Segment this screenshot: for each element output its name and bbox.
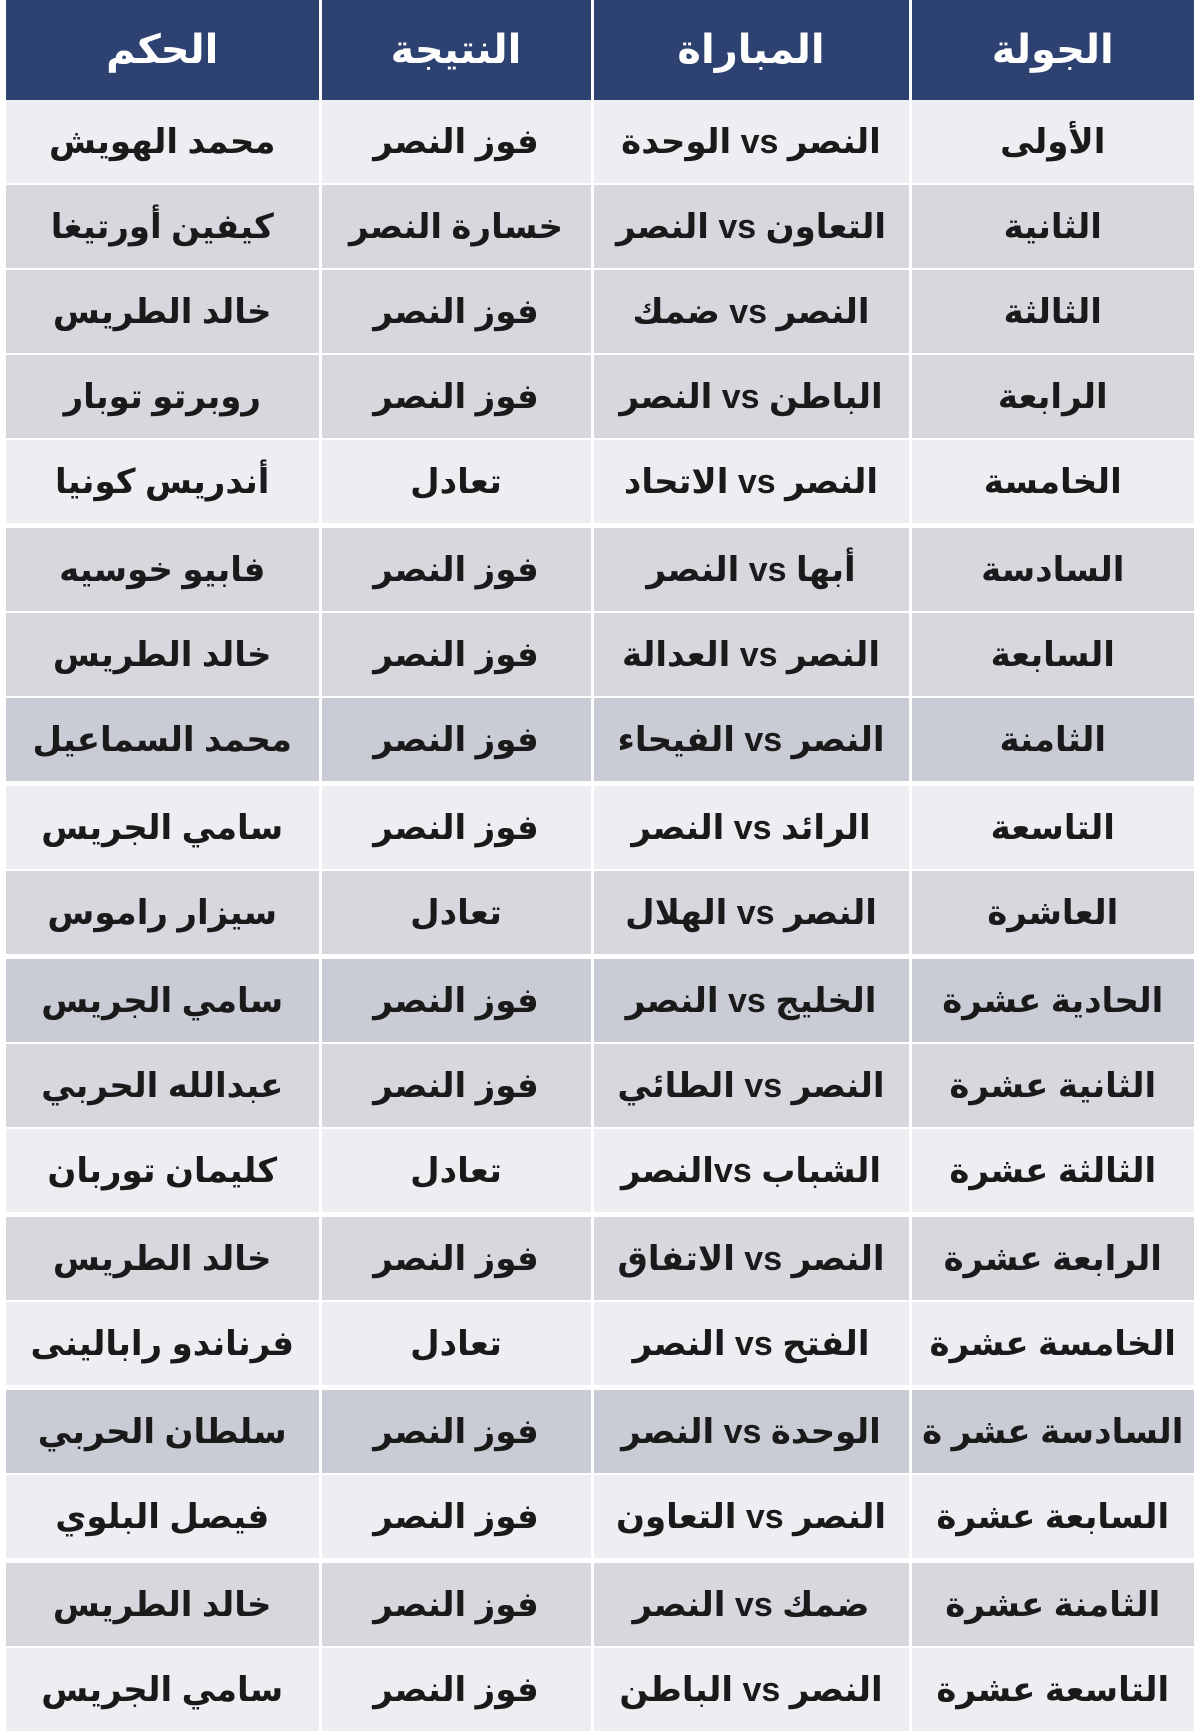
cell-referee: عبدالله الحربي [6,1043,320,1128]
cell-round: الرابعة [910,354,1194,439]
cell-match: الخليج vs النصر [592,957,910,1044]
cell-referee: سيزار راموس [6,870,320,957]
cell-result: فوز النصر [320,1561,592,1648]
cell-round: الثالثة عشرة [910,1128,1194,1215]
cell-match: النصر vs الاتفاق [592,1215,910,1302]
table-row [6,184,1194,269]
cell-round: التاسعة عشرة [910,1647,1194,1732]
table-row [6,1043,1194,1128]
cell-referee: فيصل البلوي [6,1474,320,1561]
cell-result: تعادل [320,439,592,526]
table-header [6,0,1194,100]
cell-match: النصر vs الطائي [592,1043,910,1128]
cell-result: فوز النصر [320,697,592,784]
cell-match: التعاون vs النصر [592,184,910,269]
table-row [6,100,1194,184]
cell-referee: محمد الهويش [6,100,320,184]
table-row [6,612,1194,697]
table-row [6,1647,1194,1732]
cell-match: أبها vs النصر [592,526,910,613]
cell-referee: سلطان الحربي [6,1388,320,1475]
cell-round: الخامسة عشرة [910,1301,1194,1388]
table-row [6,354,1194,439]
table-row [6,1128,1194,1215]
cell-round: الثانية [910,184,1194,269]
table-row [6,697,1194,784]
table-row [6,870,1194,957]
cell-round: التاسعة [910,784,1194,871]
cell-referee: سامي الجريس [6,1647,320,1732]
cell-referee: روبرتو توبار [6,354,320,439]
cell-round: الثامنة عشرة [910,1561,1194,1648]
cell-match: الشباب vsالنصر [592,1128,910,1215]
cell-round: العاشرة [910,870,1194,957]
cell-result: فوز النصر [320,1388,592,1475]
table-row [6,1388,1194,1475]
cell-match: الوحدة vs النصر [592,1388,910,1475]
table-body [6,100,1194,1732]
cell-referee: سامي الجريس [6,784,320,871]
cell-result: فوز النصر [320,100,592,184]
cell-match: الفتح vs النصر [592,1301,910,1388]
table-row [6,957,1194,1044]
cell-round: السابعة عشرة [910,1474,1194,1561]
column-header-round: الجولة [910,0,1194,100]
cell-result: فوز النصر [320,269,592,354]
cell-result: فوز النصر [320,612,592,697]
cell-result: تعادل [320,1301,592,1388]
cell-result: فوز النصر [320,1647,592,1732]
cell-result: فوز النصر [320,957,592,1044]
cell-round: السادسة عشر ة [910,1388,1194,1475]
cell-referee: أندريس كونيا [6,439,320,526]
cell-match: النصر vs الاتحاد [592,439,910,526]
cell-result: فوز النصر [320,1043,592,1128]
column-header-referee: الحكم [6,0,320,100]
cell-referee: خالد الطريس [6,612,320,697]
cell-match: النصر vs ضمك [592,269,910,354]
cell-result: فوز النصر [320,784,592,871]
column-header-match: المباراة [592,0,910,100]
cell-round: الثالثة [910,269,1194,354]
cell-round: الثانية عشرة [910,1043,1194,1128]
cell-match: النصر vs الباطن [592,1647,910,1732]
cell-referee: خالد الطريس [6,1561,320,1648]
cell-result: تعادل [320,870,592,957]
cell-round: السادسة [910,526,1194,613]
table-row [6,784,1194,871]
cell-match: الرائد vs النصر [592,784,910,871]
cell-referee: فابيو خوسيه [6,526,320,613]
cell-result: فوز النصر [320,1474,592,1561]
cell-result: فوز النصر [320,526,592,613]
cell-referee: سامي الجريس [6,957,320,1044]
cell-referee: كيفين أورتيغا [6,184,320,269]
cell-match: النصر vs الوحدة [592,100,910,184]
match-results-table [6,0,1194,1733]
cell-referee: فرناندو رابالينى [6,1301,320,1388]
table-row [6,1215,1194,1302]
cell-round: الثامنة [910,697,1194,784]
table-header-row [6,0,1194,100]
cell-round: الحادية عشرة [910,957,1194,1044]
cell-match: النصر vs الفيحاء [592,697,910,784]
cell-round: الخامسة [910,439,1194,526]
table-row [6,526,1194,613]
table-row [6,1301,1194,1388]
cell-match: النصر vs العدالة [592,612,910,697]
table-row [6,1474,1194,1561]
cell-match: الباطن vs النصر [592,354,910,439]
cell-match: النصر vs التعاون [592,1474,910,1561]
cell-referee: خالد الطريس [6,269,320,354]
cell-result: خسارة النصر [320,184,592,269]
cell-round: الرابعة عشرة [910,1215,1194,1302]
cell-referee: محمد السماعيل [6,697,320,784]
cell-round: السابعة [910,612,1194,697]
cell-match: النصر vs الهلال [592,870,910,957]
table-row [6,269,1194,354]
cell-match: ضمك vs النصر [592,1561,910,1648]
cell-result: فوز النصر [320,354,592,439]
cell-result: فوز النصر [320,1215,592,1302]
cell-result: تعادل [320,1128,592,1215]
column-header-result: النتيجة [320,0,592,100]
table-row [6,1561,1194,1648]
cell-referee: كليمان توربان [6,1128,320,1215]
cell-referee: خالد الطريس [6,1215,320,1302]
cell-round: الأولى [910,100,1194,184]
table-row [6,439,1194,526]
